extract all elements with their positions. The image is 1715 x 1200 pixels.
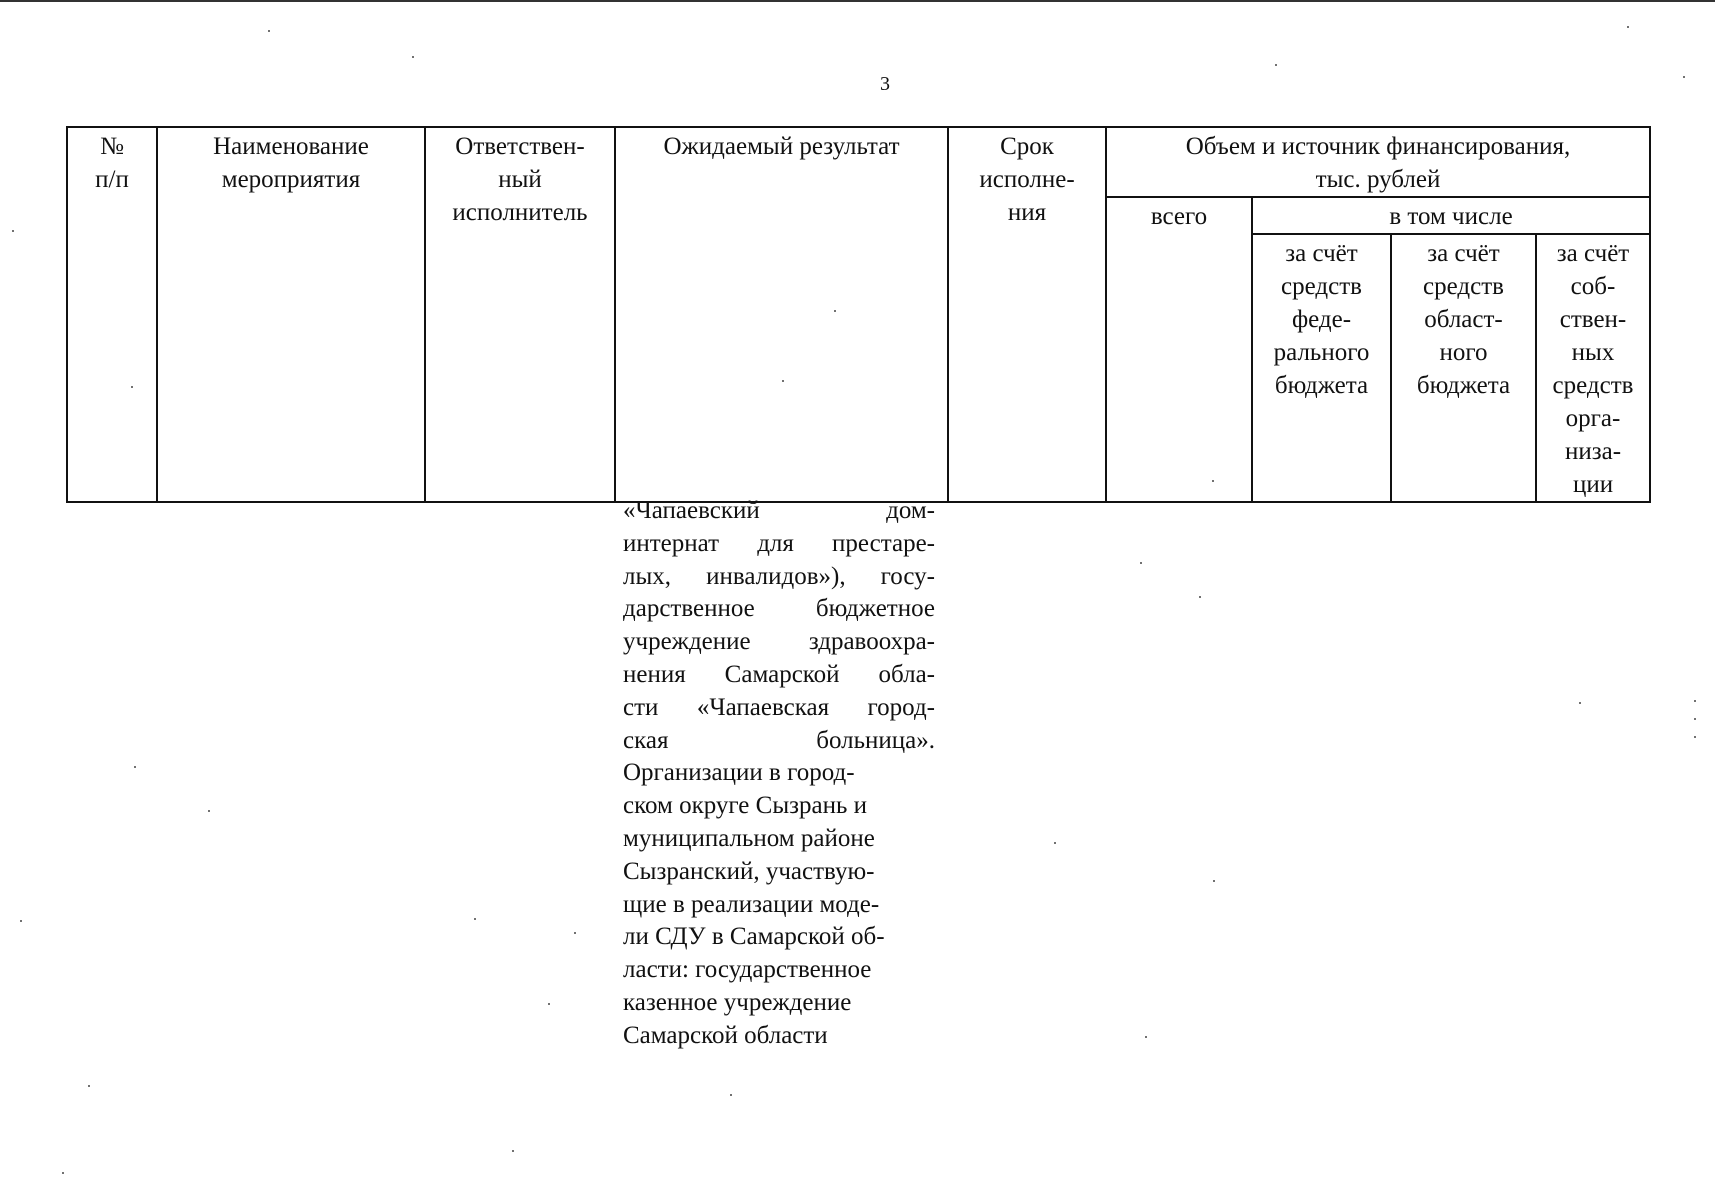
scan-speck — [20, 920, 22, 922]
scan-speck — [1275, 64, 1277, 66]
scan-speck — [1579, 702, 1581, 704]
header-total-label: всего — [1150, 203, 1208, 230]
header-cell-deadline — [948, 127, 1106, 502]
scan-top-border — [0, 0, 1715, 2]
header-federal-label: за счёт средств феде- рального бюджета — [1273, 240, 1370, 399]
scan-speck — [574, 932, 576, 934]
header-result-label: Ожидаемый результат — [663, 133, 900, 160]
continuation-paragraph: «Чапаевский дом- интернат для престаре- лых, инвалидов»), госу- дарственное бюджетное учреждение здравоохра- нения Самарской обла- сти «Чапаевская город- ская больница». — [623, 497, 935, 754]
scan-speck — [1694, 700, 1696, 702]
scan-speck — [1627, 26, 1629, 28]
scan-speck — [1140, 562, 1142, 564]
header-responsible-label: Ответствен- ный исполнитель — [452, 133, 588, 226]
scan-speck — [134, 766, 136, 768]
header-name-label: Наименование мероприятия — [213, 133, 369, 193]
scan-speck — [1213, 880, 1215, 882]
scan-speck — [1683, 76, 1685, 78]
scan-speck — [1199, 596, 1201, 598]
scan-speck — [131, 386, 133, 388]
scan-speck — [834, 310, 836, 312]
header-cell-responsible — [425, 127, 615, 502]
continuation-paragraph: Организации в город- ском округе Сызрань и муниципальном районе Сызранский, участвую- щие в реализации моде- ли СДУ в Самарской об- ласти: государственное казенное учреждение Самарской области — [623, 759, 885, 1049]
scan-speck — [1054, 842, 1056, 844]
scan-speck — [1694, 718, 1696, 720]
scan-speck — [1145, 1036, 1147, 1038]
header-cell-name — [157, 127, 425, 502]
scan-speck — [268, 30, 270, 32]
scan-speck — [62, 1172, 64, 1174]
scan-speck — [208, 810, 210, 812]
header-regional-label: за счёт средств област- ного бюджета — [1416, 240, 1511, 399]
scan-speck — [548, 1003, 550, 1005]
header-cell-federal — [1252, 234, 1391, 502]
expected-result-continuation — [623, 495, 935, 1053]
header-including-label: в том числе — [1389, 203, 1513, 230]
scan-speck — [12, 230, 14, 232]
header-cell-funding — [1106, 127, 1650, 197]
header-funding-label: Объем и источник финансирования, тыс. рублей — [1185, 133, 1571, 193]
scan-speck — [1212, 480, 1214, 482]
header-deadline-label: Срок исполне- ния — [979, 133, 1075, 226]
table-header — [66, 126, 1651, 503]
scan-speck — [88, 1085, 90, 1087]
scan-speck — [1694, 736, 1696, 738]
scan-speck — [782, 380, 784, 382]
header-cell-own — [1536, 234, 1650, 502]
header-cell-total — [1106, 197, 1252, 502]
scan-speck — [474, 918, 476, 920]
header-number-label: № п/п — [95, 133, 129, 193]
scan-speck — [512, 1150, 514, 1152]
scan-speck — [730, 1094, 732, 1096]
header-cell-result — [615, 127, 948, 502]
scan-speck — [412, 56, 414, 58]
page-number: 3 — [880, 73, 890, 95]
header-cell-regional — [1391, 234, 1536, 502]
header-own-label: за счёт соб- ствен- ных средств орга- низа- ции — [1552, 240, 1634, 498]
header-cell-number — [67, 127, 157, 502]
header-cell-including — [1252, 197, 1650, 234]
